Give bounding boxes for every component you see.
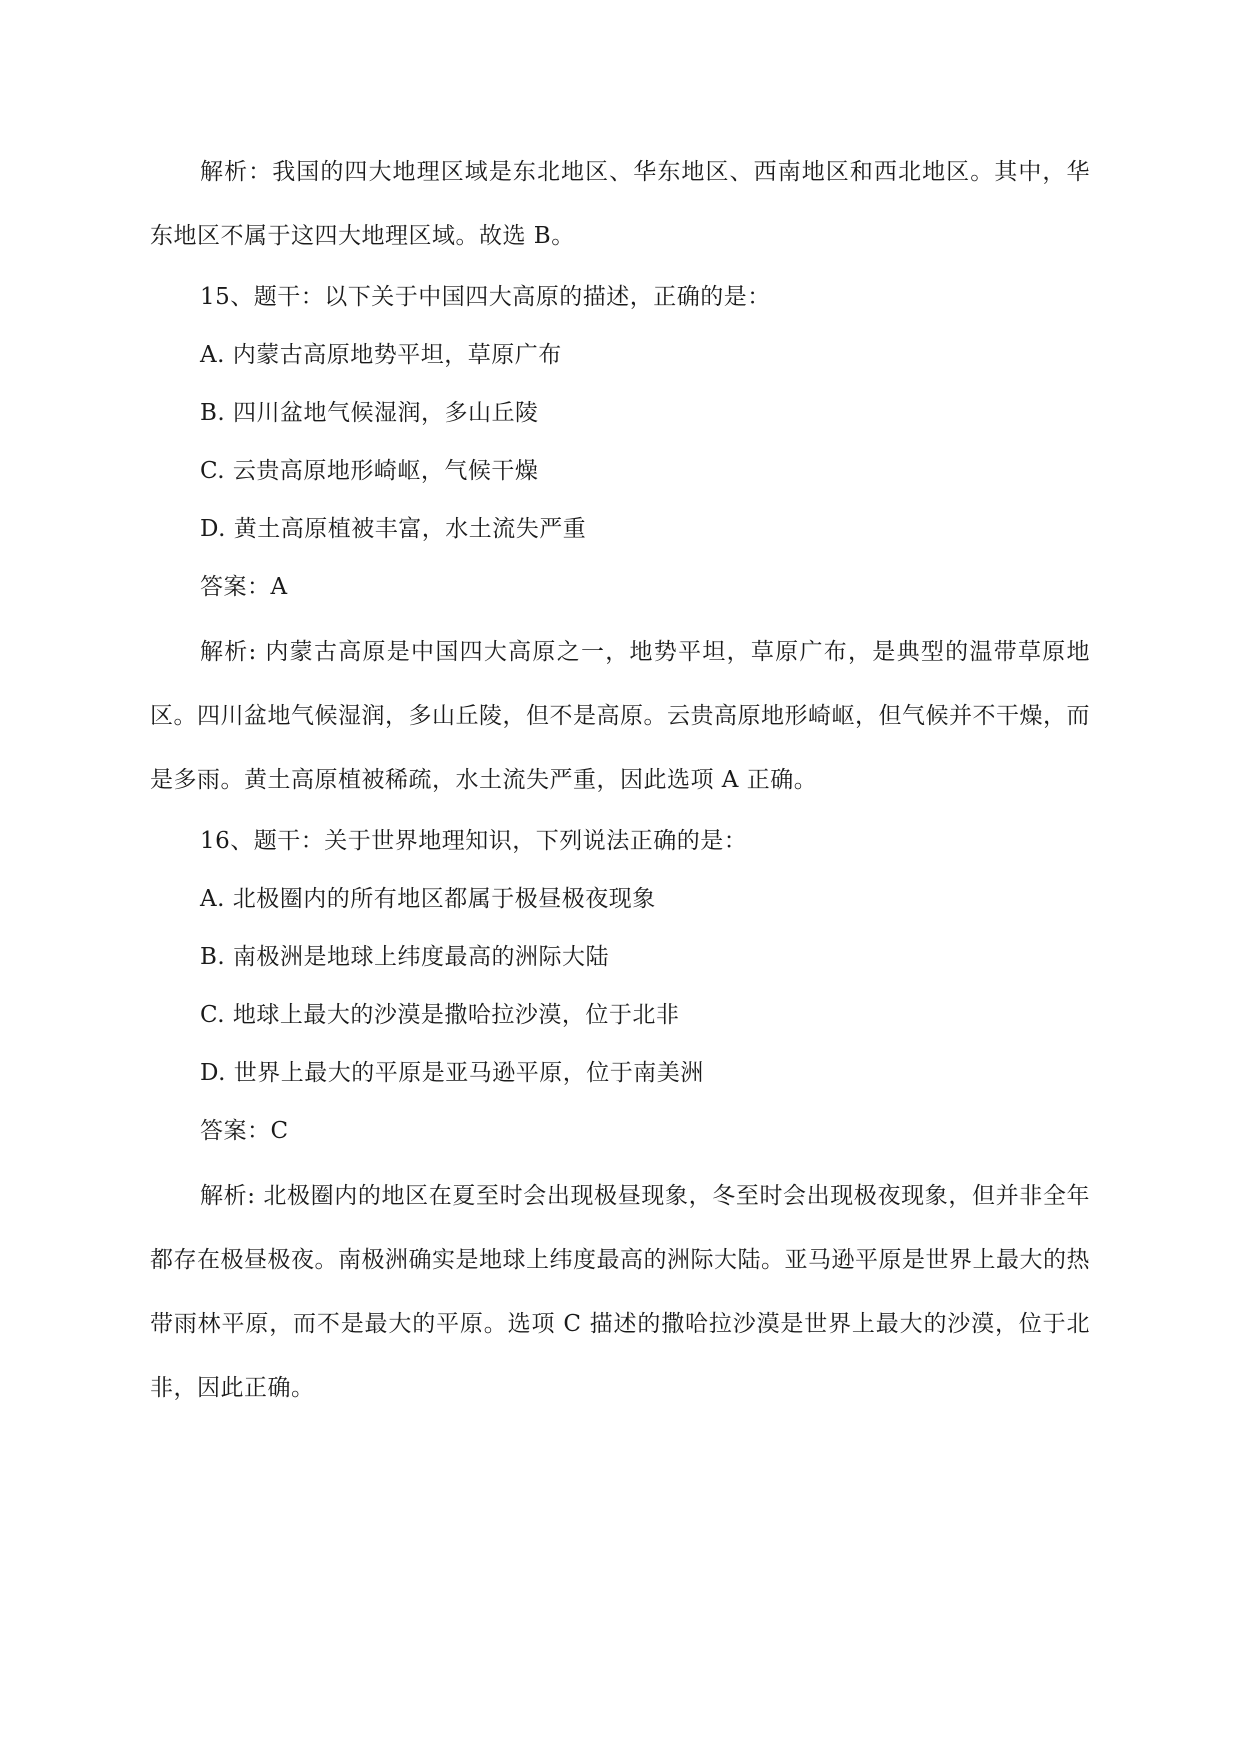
q16-answer: 答案：C — [200, 1118, 289, 1144]
q15-option-a: A. 内蒙古高原地势平坦，草原广布 — [200, 342, 562, 368]
q16-option-a: A. 北极圈内的所有地区都属于极昼极夜现象 — [200, 886, 656, 912]
q15-explanation: 解析: 内蒙古高原是中国四大高原之一，地势平坦，草原广布，是典型的温带草原地区。四川盆地气候湿润，多山丘陵，但不是高原。云贵高原地形崎岖，但气候并不干燥，而是多雨。黄土高原植被稀疏，水土流失严重，因此选项 A 正确。 — [150, 639, 1090, 793]
q15-stem: 15、题干：以下关于中国四大高原的描述，正确的是： — [200, 284, 771, 310]
q16-stem: 16、题干：关于世界地理知识，下列说法正确的是： — [200, 828, 748, 854]
q16-explanation: 解析: 北极圈内的地区在夏至时会出现极昼现象，冬至时会出现极夜现象，但并非全年都存在极昼极夜。南极洲确实是地球上纬度最高的洲际大陆。亚马逊平原是世界上最大的热带雨林平原，而不是最大的平原。选项 C 描述的撒哈拉沙漠是世界上最大的沙漠，位于北非，因此正确。 — [150, 1183, 1090, 1401]
q15-option-d: D. 黄土高原植被丰富，水土流失严重 — [200, 516, 587, 542]
q15-option-b: B. 四川盆地气候湿润，多山丘陵 — [200, 400, 539, 426]
q15-answer: 答案：A — [200, 574, 288, 600]
q16-option-d: D. 世界上最大的平原是亚马逊平原，位于南美洲 — [200, 1060, 704, 1086]
document-page — [150, 140, 1090, 1420]
q16-option-b: B. 南极洲是地球上纬度最高的洲际大陆 — [200, 944, 610, 970]
q16-option-c: C. 地球上最大的沙漠是撒哈拉沙漠，位于北非 — [200, 1002, 680, 1028]
q15-option-c: C. 云贵高原地形崎岖，气候干燥 — [200, 458, 539, 484]
q14-explanation: 解析：我国的四大地理区域是东北地区、华东地区、西南地区和西北地区。其中，华东地区不属于这四大地理区域。故选 B。 — [150, 159, 1090, 249]
